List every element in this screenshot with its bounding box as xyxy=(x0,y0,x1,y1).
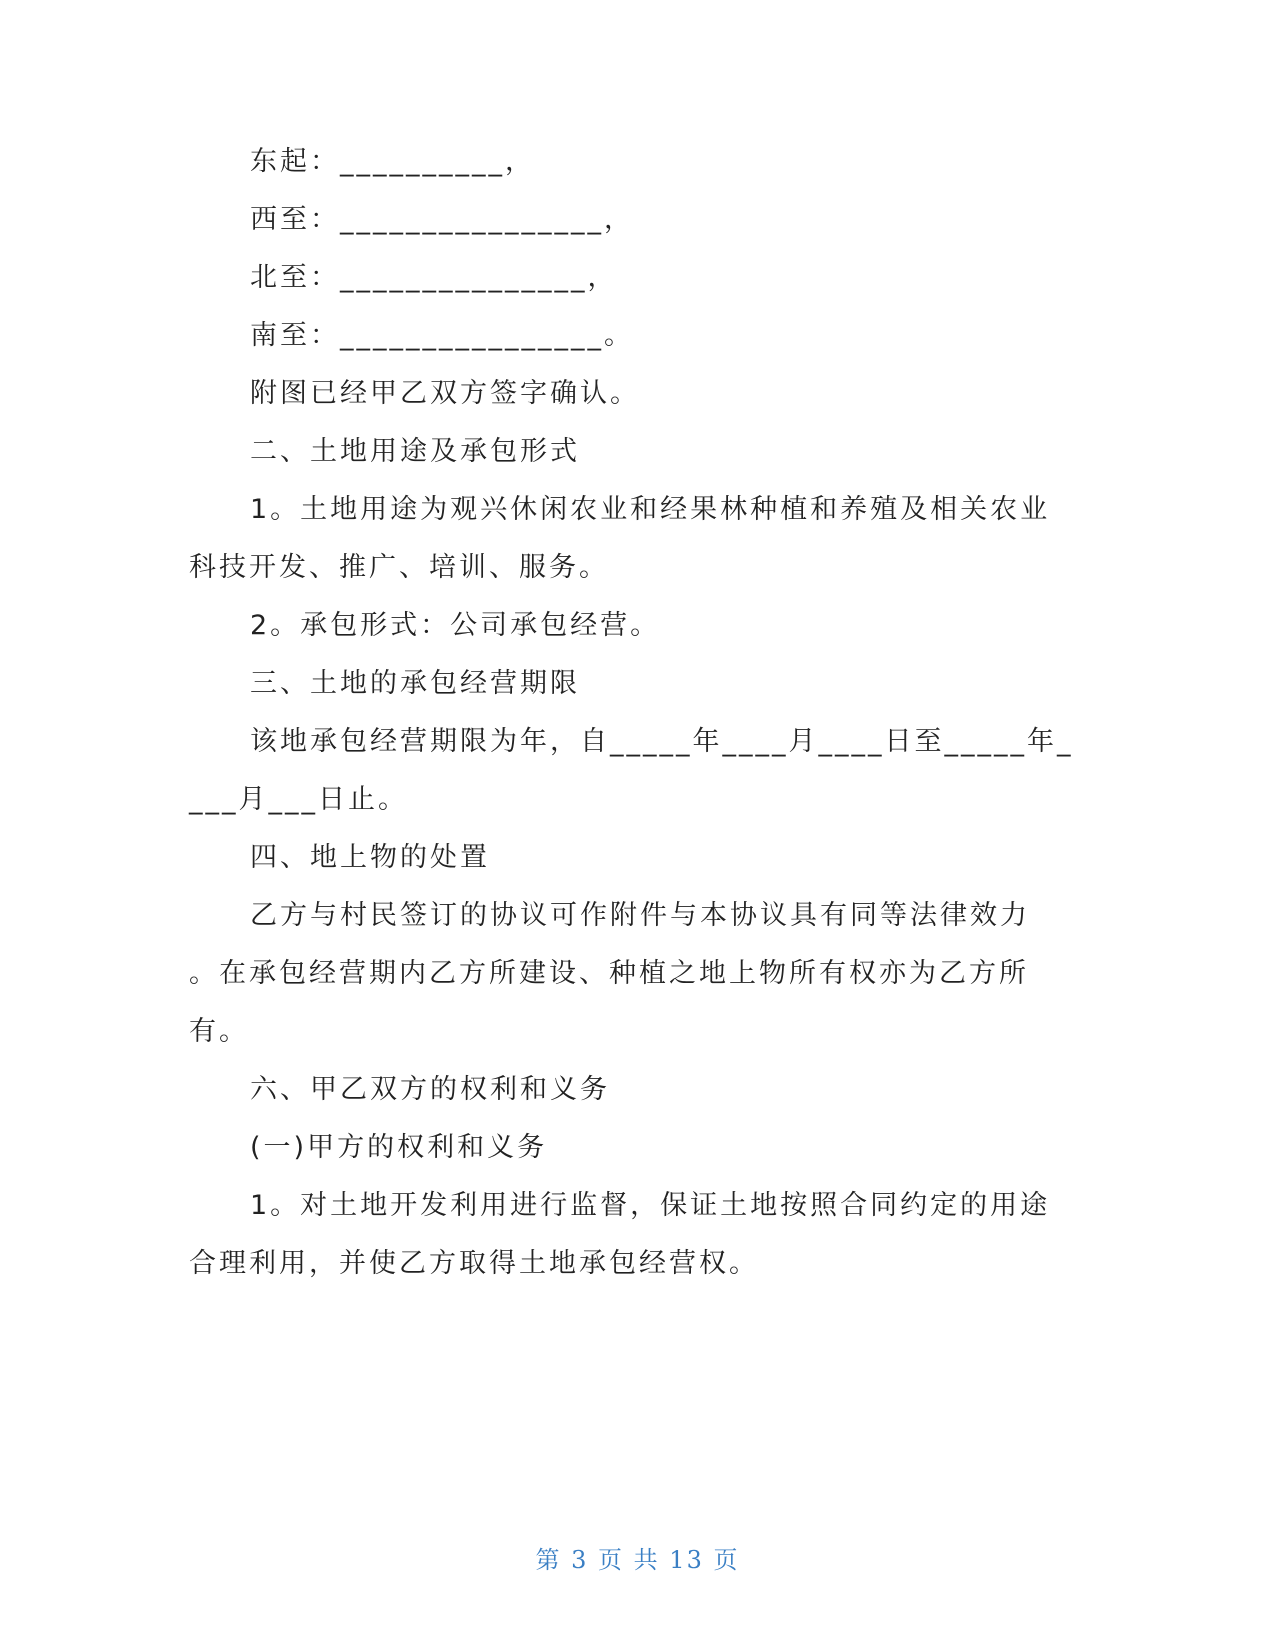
paragraph-line: 1。土地用途为观兴休闲农业和经果林种植和养殖及相关农业 xyxy=(250,494,1051,525)
paragraph-line: 。在承包经营期内乙方所建设、种植之地上物所有权亦为乙方所 xyxy=(189,958,1029,989)
section-heading-2: 二、土地用途及承包形式 xyxy=(250,436,580,467)
attachment-confirm-line: 附图已经甲乙双方签字确认。 xyxy=(250,378,640,409)
page-number-footer: 第 3 页 共 13 页 xyxy=(535,1546,740,1574)
subsection-heading: (一)甲方的权利和义务 xyxy=(250,1132,548,1163)
paragraph-line: 1。对土地开发利用进行监督，保证土地按照合同约定的用途 xyxy=(250,1190,1051,1221)
boundary-west-line: 西至：________________， xyxy=(250,204,634,235)
paragraph-line: 合理利用，并使乙方取得土地承包经营权。 xyxy=(189,1248,759,1279)
paragraph-line: 该地承包经营期限为年，自_____年____月____日至_____年_ xyxy=(250,726,1074,757)
paragraph-line: 2。承包形式：公司承包经营。 xyxy=(250,610,661,641)
section-heading-3: 三、土地的承包经营期限 xyxy=(250,668,580,699)
boundary-south-line: 南至：________________。 xyxy=(250,320,634,351)
paragraph-line: ___月___日止。 xyxy=(189,784,408,815)
boundary-east-line: 东起：__________， xyxy=(250,146,535,177)
section-heading-4: 四、地上物的处置 xyxy=(250,842,490,873)
boundary-north-line: 北至：_______________， xyxy=(250,262,618,293)
paragraph-line: 有。 xyxy=(189,1016,249,1047)
paragraph-line: 科技开发、推广、培训、服务。 xyxy=(189,552,609,583)
paragraph-line: 乙方与村民签订的协议可作附件与本协议具有同等法律效力 xyxy=(250,900,1030,931)
section-heading-6: 六、甲乙双方的权利和义务 xyxy=(250,1074,610,1105)
